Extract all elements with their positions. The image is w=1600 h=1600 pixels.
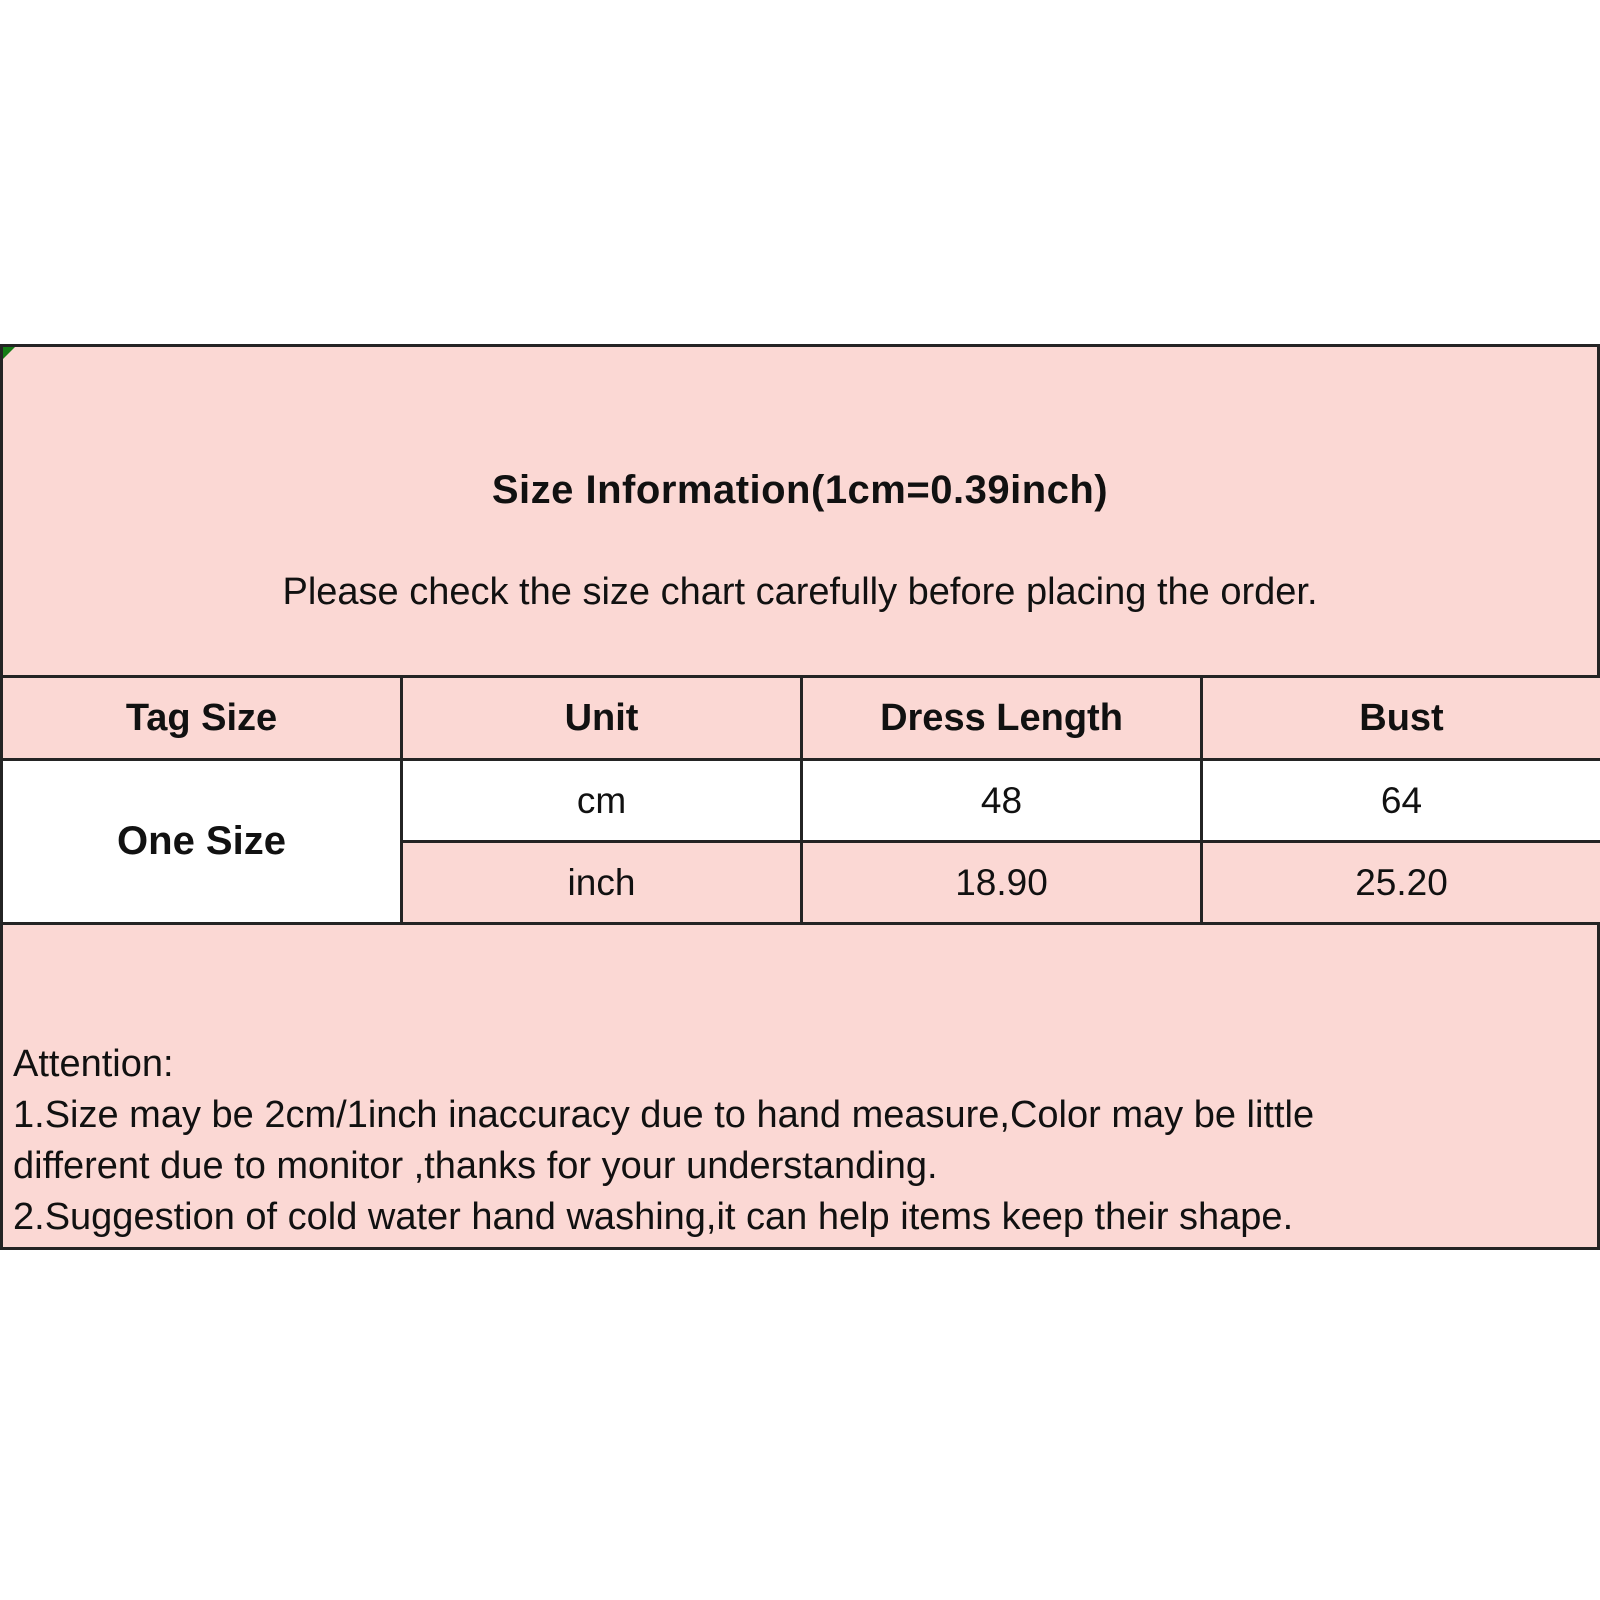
size-information-title: Size Information(1cm=0.39inch) xyxy=(491,468,1109,512)
size-info-panel xyxy=(0,344,1600,1250)
cell-bust-cm: 64 xyxy=(1202,760,1600,842)
table-row-cm xyxy=(2,760,1600,842)
header-bust: Bust xyxy=(1202,677,1600,760)
cell-unit-inch: inch xyxy=(402,842,802,924)
attention-block xyxy=(13,1039,1587,1243)
cell-bust-inch: 25.20 xyxy=(1202,842,1600,924)
header-unit: Unit xyxy=(402,677,802,760)
size-table-header-row xyxy=(2,677,1600,760)
green-corner-marker-icon xyxy=(3,347,15,359)
cell-dress-length-cm: 48 xyxy=(802,760,1202,842)
size-table xyxy=(0,675,1600,925)
attention-line-2: different due to monitor ,thanks for your understanding. xyxy=(13,1145,938,1187)
cell-tag-size-one-size: One Size xyxy=(2,760,402,924)
attention-line-1: 1.Size may be 2cm/1inch inaccuracy due to hand measure,Color may be little xyxy=(13,1094,1315,1136)
size-chart-note: Please check the size chart carefully before placing the order. xyxy=(282,571,1318,613)
attention-line-3: 2.Suggestion of cold water hand washing,it can help items keep their shape. xyxy=(13,1196,1294,1238)
header-dress-length: Dress Length xyxy=(802,677,1202,760)
attention-heading: Attention: xyxy=(13,1043,174,1085)
cell-unit-cm: cm xyxy=(402,760,802,842)
header-tag-size: Tag Size xyxy=(2,677,402,760)
cell-dress-length-inch: 18.90 xyxy=(802,842,1202,924)
